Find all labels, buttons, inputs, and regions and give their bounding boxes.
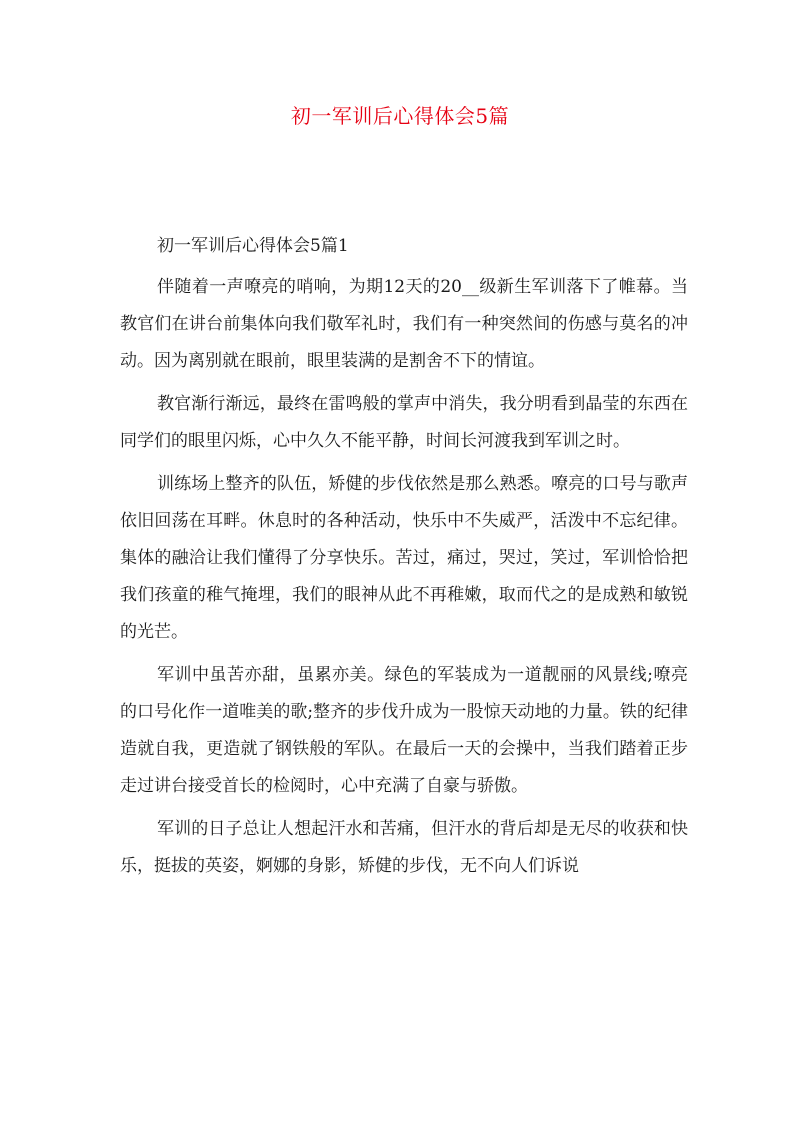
paragraph-2: 教官渐行渐远，最终在雷鸣般的掌声中消失，我分明看到晶莹的东西在同学们的眼里闪烁，心中久久不能平静，时间长河渡我到军训之时。	[120, 394, 688, 451]
paragraph-4: 军训中虽苦亦甜，虽累亦美。绿色的军装成为一道靓丽的风景线;嘹亮的口号化作一道唯美的歌;整齐的步伐升成为一股惊天动地的力量。铁的纪律造就自我，更造就了钢铁般的军队。在最后一天的会操中，当我们踏着正步走过讲台接受首长的检阅时，心中充满了自豪与骄傲。	[120, 665, 688, 796]
document-title: 初一军训后心得体会5篇	[290, 104, 510, 128]
paragraph-5: 军训的日子总让人想起汗水和苦痛，但汗水的背后却是无尽的收获和快乐，挺拔的英姿，婀娜的身影，矫健的步伐，无不向人们诉说	[120, 819, 688, 876]
document-body	[120, 228, 688, 885]
paragraph-3: 训练场上整齐的队伍，矫健的步伐依然是那么熟悉。嘹亮的口号与歌声依旧回荡在耳畔。休息时的各种活动，快乐中不失威严，活泼中不忘纪律。集体的融洽让我们懂得了分享快乐。苦过，痛过，哭过，笑过，军训恰恰把我们孩童的稚气掩埋，我们的眼神从此不再稚嫩，取而代之的是成熟和敏锐的光芒。	[120, 474, 688, 642]
section-heading: 初一军训后心得体会5篇1	[157, 236, 349, 256]
paragraph-1: 伴随着一声嘹亮的哨响，为期12天的20__级新生军训落下了帷幕。当教官们在讲台前集体向我们敬军礼时，我们有一种突然间的伤感与莫名的冲动。因为离别就在眼前，眼里装满的是割舍不下的情谊。	[120, 277, 688, 371]
